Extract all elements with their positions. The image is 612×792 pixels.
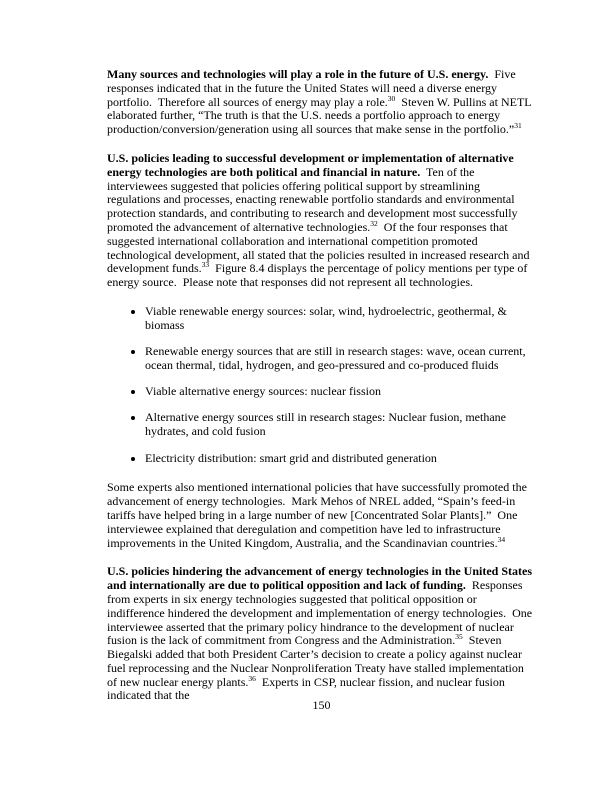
footnote-ref: 30 (387, 93, 396, 103)
text-run: Steven Biegalski added that both President Carter’s decision to create a policy against nuclear fuel reprocessing and the Nuclear Nonproliferation Treaty have stalled implementation of new nuclear energy plants. (107, 633, 527, 689)
footnote-ref: 32 (370, 218, 378, 228)
text-run: Some experts also mentioned international policies that have successfully promoted the advancement of energy technologies. Mark Mehos of NREL added, “Spain’s feed-in tariffs have helped bring in a large number of new [Concentrated Solar Plants].” One interviewee explained that deregulation and competition have led to infrastructure improvements in the United Kingdom, Australia, and the Scandinavian countries. (107, 480, 530, 550)
paragraph (107, 565, 536, 703)
bold-topic-sentence: Many sources and technologies will play a role in the future of U.S. energy. (107, 67, 489, 81)
text-run: Ten of the interviewees suggested that policies offering political support by streamlining regulations and processes, enacting renewable portfolio standards and environmental protection standards, and contributing to research and development most successfully promoted the advancement of alternative technologies. (107, 164, 521, 234)
bullet-list (107, 305, 536, 465)
list-item: • Alternative energy sources still in research stages: Nuclear fusion, methane hydrates, and cold fusion (145, 411, 536, 439)
text-run: Figure 8.4 displays the percentage of policy mentions per type of energy source. Please note that responses did not represent all technologies. (107, 261, 531, 290)
bold-topic-sentence: U.S. policies hindering the advancement of energy technologies in the United States and internationally are due to political opposition and lack of funding. (107, 564, 535, 593)
paragraph (107, 481, 536, 550)
list-item: • Electricity distribution: smart grid and distributed generation (145, 452, 536, 466)
bold-topic-sentence: U.S. policies leading to successful development or implementation of alternative energy technologies are both political and financial in nature. (107, 150, 517, 179)
paragraph (107, 68, 536, 137)
footnote-ref: 35 (455, 632, 463, 642)
list-item: • Viable renewable energy sources: solar, wind, hydroelectric, geothermal, & biomass (145, 305, 536, 333)
text-run: Responses from experts in six energy technologies suggested that political opposition or indifference hindered the development and implementation of energy technologies. One interviewee asserted that the primary policy hindrance to the development of nuclear fusion is the lack of commitment from Congress and the Administration. (107, 578, 536, 648)
footnote-ref: 36 (248, 673, 256, 683)
list-item: • Renewable energy sources that are still in research stages: wave, ocean current, ocean thermal, tidal, hydrogen, and geo-pressured and co-produced fluids (145, 345, 536, 373)
text-run: Experts in CSP, nuclear fission, and nuclear fusion indicated that the (107, 674, 508, 703)
footnote-ref: 31 (514, 121, 522, 131)
page-number: 150 (312, 698, 331, 712)
text-run: Of the four responses that suggested international collaboration and international competition promoted technological development, all stated that the policies resulted in increased research and development funds. (107, 219, 533, 276)
list-item: • Viable alternative energy sources: nuclear fission (145, 385, 536, 399)
paragraph (107, 152, 536, 290)
page-body-text (107, 68, 536, 718)
footnote-ref: 34 (497, 534, 506, 544)
text-run: Five responses indicated that in the future the United States will need a diverse energy portfolio. Therefore all sources of energy may play a role. (107, 67, 519, 109)
footnote-ref: 33 (201, 260, 210, 270)
text-run: Steven W. Pullins at NETL elaborated further, “The truth is that the U.S. needs a portfolio approach to energy production/conversion/generation using all sources that make sense in the portfolio.” (107, 94, 535, 137)
